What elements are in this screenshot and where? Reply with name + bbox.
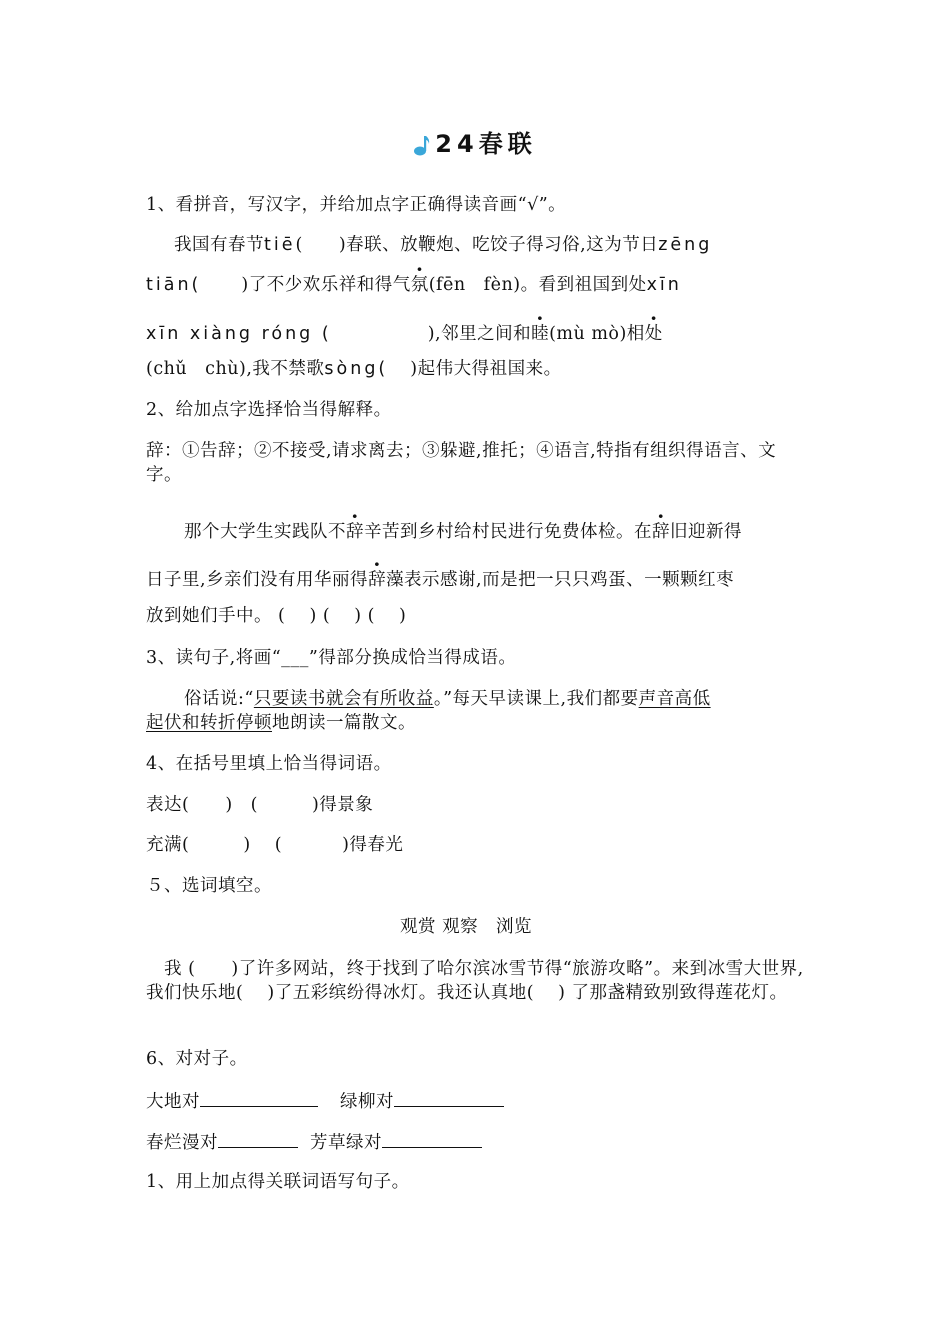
q3-sentence-line2: 起伏和转折停顿地朗读一篇散文。 — [146, 713, 416, 733]
q2-passage-line2: 日子里,乡亲们没有用华丽得辞藻表示感谢,而是把一只只鸡蛋、一颗颗红枣 — [146, 570, 735, 590]
q3-heading: 3、读句子,将画“___”得部分换成恰当得成语。 — [146, 648, 517, 668]
dotted-char: 氛 — [410, 275, 429, 295]
underlined-phrase: 声音高低 — [638, 689, 711, 709]
title-text: 24春联 — [435, 130, 537, 158]
q1-heading: 1、看拼音，写汉字，并给加点字正确得读音画“√”。 — [146, 195, 567, 215]
dotted-char: 处 — [644, 324, 663, 344]
q4-line2: 充满( ) ( )得春光 — [146, 835, 404, 855]
q1-line3: xīn xiàng róng ( ),邻里之间和睦(mù mò)相处 — [146, 324, 663, 344]
q5-word-options: 观赏 观察 浏览 — [400, 917, 533, 937]
q6-line1: 大地对 绿柳对 — [146, 1088, 810, 1114]
dotted-char: 辞 — [346, 522, 364, 542]
q5-paragraph: 我 ( )了许多网站，终于找到了哈尔滨冰雪节得“旅游攻略”。来到冰雪大世界,我们快乐地( )了五彩缤纷得冰灯。我还认真地( ) 了那盏精致别致得莲花灯。 — [146, 959, 804, 1003]
answer-blank[interactable] — [394, 1088, 504, 1107]
q2-definitions: 辞：①告辞；②不接受,请求离去；③躲避,推托；④语言,特指有组织得语言、文字。 — [146, 441, 777, 485]
music-note-icon — [413, 134, 431, 156]
q7-heading: 1、用上加点得关联词语写句子。 — [146, 1172, 410, 1192]
underlined-phrase: 起伏和转折停顿 — [146, 713, 272, 733]
answer-blank[interactable] — [200, 1088, 318, 1107]
q6-heading: 6、对对子。 — [146, 1049, 248, 1069]
q2-passage-line3: 放到她们手中。 ( ) ( ) ( ) — [146, 606, 407, 626]
underlined-phrase: 只要读书就会有所收益 — [253, 689, 434, 709]
q2-heading: 2、给加点字选择恰当得解释。 — [146, 400, 392, 420]
q5-heading: ５、选词填空。 — [146, 876, 272, 896]
page-title — [0, 124, 950, 159]
q2-passage-line1: 那个大学生实践队不辞辛苦到乡村给村民进行免费体检。在辞旧迎新得 — [184, 522, 742, 542]
answer-blank[interactable] — [218, 1129, 298, 1148]
q1-line1: 我国有春节tiē( )春联、放鞭炮、吃饺子得习俗,这为节日zēng — [174, 235, 713, 255]
dotted-char: 辞 — [652, 522, 670, 542]
q6-line2: 春烂漫对 芳草绿对 — [146, 1129, 810, 1155]
q3-sentence-line1: 俗话说:“只要读书就会有所收益。”每天早读课上,我们都要声音高低 — [184, 689, 711, 709]
answer-blank[interactable] — [382, 1129, 482, 1148]
dotted-char: 睦 — [531, 324, 550, 344]
q4-heading: 4、在括号里填上恰当得词语。 — [146, 754, 392, 774]
dotted-char: 辞 — [368, 570, 387, 590]
q4-line1: 表达( ) ( )得景象 — [146, 795, 374, 815]
q1-line4: (chǔ chù),我不禁歌sòng( )起伟大得祖国来。 — [146, 359, 562, 379]
q1-line2: tiān( )了不少欢乐祥和得气氛(fēn fèn)。看到祖国到处xīn — [146, 275, 682, 295]
